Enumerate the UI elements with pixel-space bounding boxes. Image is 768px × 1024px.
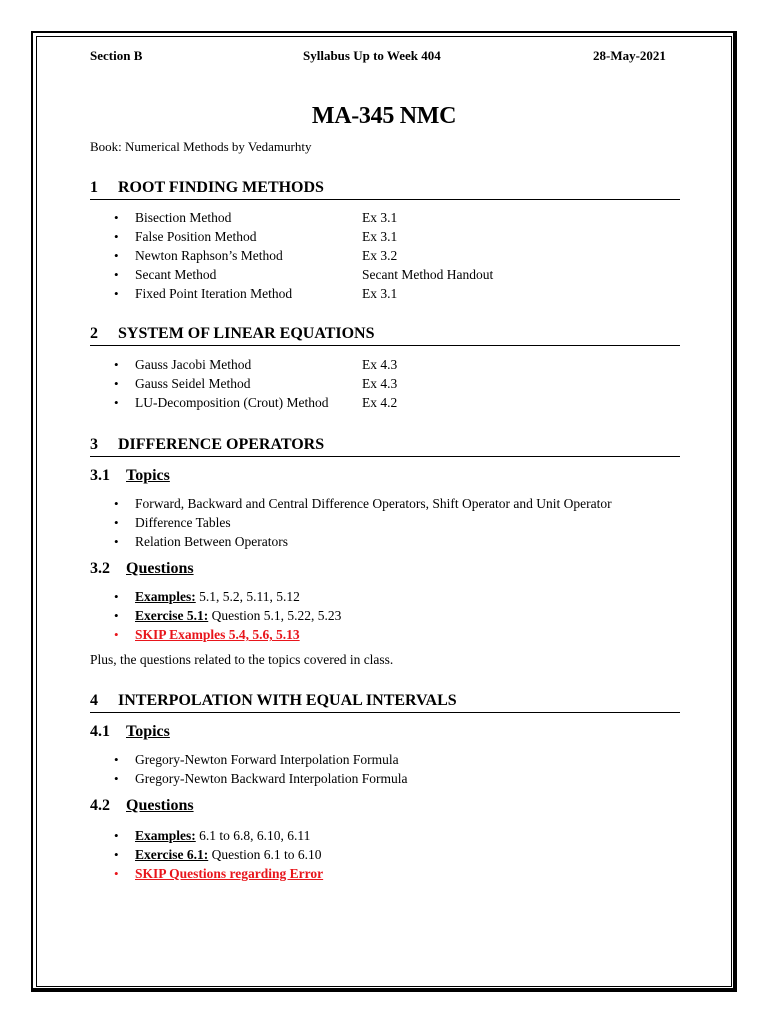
question-text: Question 5.1, 5.22, 5.23 (208, 608, 342, 623)
section-number: 3 (90, 436, 98, 453)
topic-text: Gregory-Newton Backward Interpolation Formula (135, 771, 408, 786)
topic-text: Gregory-Newton Forward Interpolation Formula (135, 752, 399, 767)
method-name: False Position Method (135, 229, 257, 244)
exercise-ref: Ex 4.2 (362, 395, 398, 410)
exercise-ref: Ex 4.3 (362, 376, 398, 391)
method-name: Gauss Seidel Method (135, 376, 251, 391)
page-border-shadow-bottom (31, 988, 737, 992)
page-title: MA-345 NMC (311, 103, 457, 129)
subsection-number: 4.1 (90, 723, 110, 740)
subsection-title: Questions (126, 797, 194, 814)
subsection-heading-4-2 (90, 797, 194, 815)
page-border-shadow-right (733, 31, 737, 992)
section-number: 2 (90, 325, 98, 342)
subsection-heading-4-1 (90, 723, 170, 741)
section-title: DIFFERENCE OPERATORS (118, 436, 325, 453)
question-text: Question 6.1 to 6.10 (208, 847, 322, 862)
section-title: ROOT FINDING METHODS (118, 179, 324, 196)
skip-note: SKIP Examples 5.4, 5.6, 5.13 (135, 627, 300, 642)
section-heading-4 (90, 692, 680, 713)
method-name: LU-Decomposition (Crout) Method (135, 395, 329, 410)
topic-text: Difference Tables (135, 515, 231, 530)
question-text: 5.1, 5.2, 5.11, 5.12 (195, 589, 300, 604)
question-text: 6.1 to 6.8, 6.10, 6.11 (195, 828, 311, 843)
subsection-number: 3.2 (90, 560, 110, 577)
question-label: Examples: (135, 828, 196, 843)
exercise-ref: Secant Method Handout (362, 267, 494, 282)
method-name: Secant Method (135, 267, 217, 282)
section-heading-3 (90, 436, 680, 457)
section-heading-2 (90, 325, 680, 346)
header-date: 28-May-2021 (593, 48, 666, 63)
method-name: Bisection Method (135, 210, 232, 225)
exercise-ref: Ex 3.1 (362, 229, 398, 244)
subsection-title: Topics (126, 467, 170, 484)
section-number: 4 (90, 692, 98, 709)
exercise-ref: Ex 4.3 (362, 357, 398, 372)
subsection-title: Topics (126, 723, 170, 740)
subsection-number: 4.2 (90, 797, 110, 814)
topics-note: Plus, the questions related to the topics covered in class. (90, 652, 394, 667)
method-name: Newton Raphson’s Method (135, 248, 283, 263)
section-number: 1 (90, 179, 98, 196)
exercise-ref: Ex 3.1 (362, 210, 398, 225)
question-label: Exercise 6.1: (135, 847, 209, 862)
book-reference: Book: Numerical Methods by Vedamurhty (90, 139, 312, 154)
header-syllabus: Syllabus Up to Week 404 (303, 48, 441, 63)
method-name: Fixed Point Iteration Method (135, 286, 293, 301)
question-label: Exercise 5.1: (135, 608, 209, 623)
section-heading-1 (90, 179, 680, 200)
skip-note: SKIP Questions regarding Error (135, 866, 324, 881)
question-label: Examples: (135, 589, 196, 604)
subsection-number: 3.1 (90, 467, 110, 484)
section-title: SYSTEM OF LINEAR EQUATIONS (118, 325, 375, 342)
topic-text: Relation Between Operators (135, 534, 288, 549)
method-name: Gauss Jacobi Method (135, 357, 252, 372)
subsection-heading-3-2 (90, 560, 194, 578)
subsection-heading-3-1 (90, 467, 170, 485)
subsection-title: Questions (126, 560, 194, 577)
exercise-ref: Ex 3.1 (362, 286, 398, 301)
header-section: Section B (90, 48, 143, 63)
topic-text: Forward, Backward and Central Difference Operators, Shift Operator and Unit Operator (135, 496, 612, 511)
section-title: INTERPOLATION WITH EQUAL INTERVALS (118, 692, 457, 709)
exercise-ref: Ex 3.2 (362, 248, 398, 263)
